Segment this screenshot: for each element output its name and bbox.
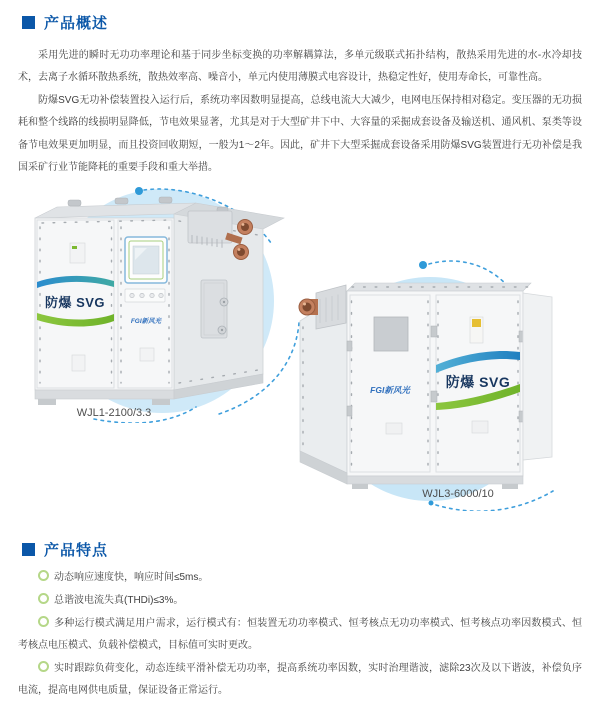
feature-text: 动态响应速度快，响应时间≤5ms。 [54,572,209,584]
section-marker-icon [22,16,35,29]
section-marker-icon [22,543,35,556]
overview-paragraph-2: 防爆SVG无功补偿装置投入运行后，系统功率因数明显提高，总线电流大大减少，电网电压保持相对稳定。变压器的无功损耗和整个线路的线损明显降低，节电效果显著，尤其是对于大型矿井下中、大容量的采掘成套设备及输送机、通风机、泵类等设备节电效果更加明显，而且投资回收期短，一般为1～2年。因此，矿井下大型采掘成套设备采用防爆SVG装置进行无功补偿是我国采矿行业节能降耗的重要手段和重大举措。 [18,94,582,174]
overview-section-header [22,12,600,33]
brand-logo: FGI新风光 [370,385,410,396]
bullet-ring-icon [38,593,49,604]
feature-text: 实时跟踪负荷变化，动态连续平滑补偿无功功率，提高系统功率因数，实时治理谐波，滤除23次及以下谐波，补偿负序电流，提高电网供电质量，保证设备正常运行。 [18,663,582,697]
feature-item [18,613,582,657]
feature-list [18,567,582,702]
cabinet-right-device [299,283,552,489]
model-caption: WJL1-2100/3.3 [76,407,152,420]
mounting-plate [201,280,228,338]
features-section-header [22,539,600,560]
feature-item [18,590,582,612]
orbit-dot-icon [419,261,427,269]
copper-pipe-icon [299,299,318,315]
overview-title: 产品概述 [44,15,109,32]
nameplate [140,348,154,361]
feature-item [18,567,582,589]
badge-text: 防爆 SVG [445,374,511,391]
display-screen [125,237,167,283]
product-illustration-right [290,241,600,511]
bullet-ring-icon [38,570,49,581]
vent-box [374,317,408,351]
warning-label [470,317,483,343]
junction-box [316,285,346,329]
product-illustration-left [12,183,312,423]
nameplate [472,421,488,433]
indicator-panel [125,289,165,302]
nameplate [72,355,85,371]
model-caption: WJL3-6000/10 [422,488,494,501]
feature-item [18,658,582,702]
bullet-ring-icon [38,616,49,627]
cabinet-left-device [35,197,284,405]
orbit-dot-icon [135,187,143,195]
brand-logo: FGI新风光 [130,318,162,326]
nameplate [386,423,402,434]
product-figures [0,181,600,527]
feature-text: 总谐波电流失真(THDi)≤3%。 [54,595,184,607]
orbit-dot-icon [429,501,434,506]
overview-paragraph-1: 采用先进的瞬时无功功率理论和基于同步坐标变换的功率解耦算法，多单元级联式拓扑结构，散热采用先进的水-水冷却技术，去离子水循环散热系统，散热效率高、噪音小，单元内使用薄膜式电容设计，热稳定性好，使用寿命长，可靠性高。 [18,50,582,84]
open-door-panel [523,293,552,460]
features-title: 产品特点 [44,542,109,560]
bullet-ring-icon [38,661,49,672]
badge-text: 防爆 SVG [44,295,106,311]
feature-text: 多种运行模式满足用户需求，运行模式有：恒装置无功功率模式、恒考核点无功功率模式、恒考核点功率因数模式、恒考核点电压模式、负载补偿模式，目标值可实时更改。 [18,618,582,652]
